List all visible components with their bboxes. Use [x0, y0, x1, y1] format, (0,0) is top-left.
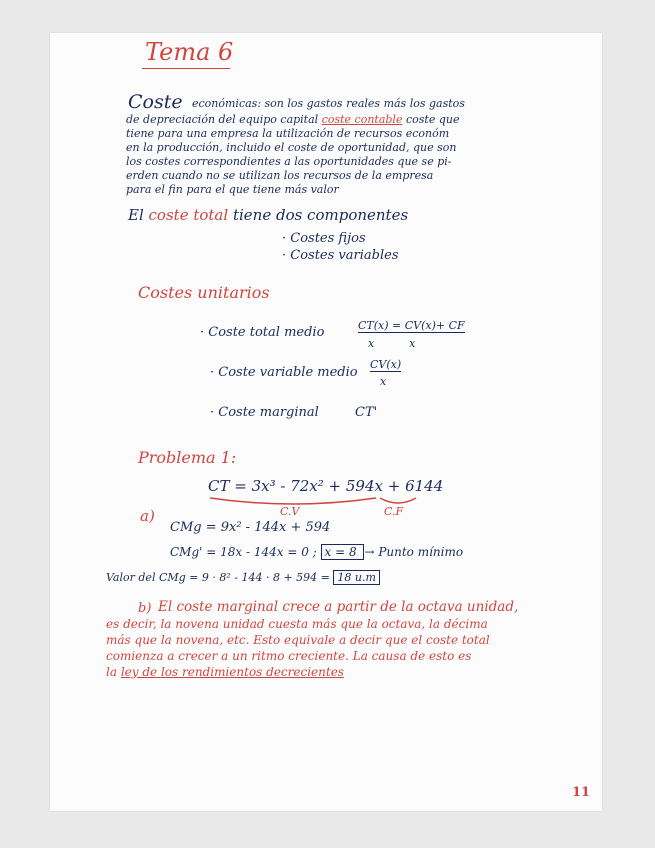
part-a-label: a) — [140, 507, 155, 525]
definition-line-3: tiene para una empresa la utilización de recursos económ — [126, 127, 450, 140]
cmg-derivative: CMg' = 18x - 144x = 0 ; x = 8 → Punto mínimo — [170, 545, 464, 559]
part-b-marker: b) — [138, 601, 152, 616]
valor-cmg: Valor del CMg = 9 · 8² - 144 · 8 + 594 = 18 u.m — [106, 571, 380, 584]
definition-term: Coste — [128, 91, 183, 113]
coste-contable: coste contable — [321, 113, 403, 126]
definition-line-1: económicas: son los gastos reales más los gastos — [192, 97, 465, 110]
title-underline — [142, 68, 230, 69]
problema-heading: Problema 1: — [138, 448, 237, 467]
coste-total-item-fijos: · Costes fijos — [282, 231, 366, 246]
cf-label: C.F — [384, 505, 404, 518]
unitarios-heading: Costes unitarios — [138, 283, 270, 302]
definition-line-4: en la producción, incluido el coste de oportunidad, que son — [126, 141, 457, 154]
unitario-variable-medio-label: · Coste variable medio — [210, 365, 358, 380]
valor-result-box: 18 u.m — [333, 570, 380, 585]
unitario-variable-medio-den: x — [380, 375, 387, 388]
unitario-total-medio-num: CT(x) = CV(x)+ CF — [358, 319, 465, 332]
definition-line-7: para el fin para el que tiene más valor — [126, 183, 339, 196]
coste-total-line: El coste total tiene dos componentes — [128, 206, 409, 224]
paragraph-line-3: más que la novena, etc. Esto equivale a decir que el coste total — [106, 633, 490, 647]
definition-line-6: erden cuando no se utilizan los recursos de la empresa — [126, 169, 434, 182]
unitario-total-medio-den: x x — [368, 337, 416, 350]
unitario-total-medio-label: · Coste total medio — [200, 325, 325, 340]
paragraph-line-1: El coste marginal crece a partir de la octava unidad, — [158, 599, 519, 615]
ley-rendimientos: ley de los rendimientos decrecientes — [120, 665, 344, 679]
cv-label: C.V — [280, 505, 300, 518]
definition-line-5: los costes correspondientes a las oportunidades que se pi- — [126, 155, 452, 168]
cmg-equation: CMg = 9x² - 144x + 594 — [170, 520, 331, 535]
cmg-result-box: x = 8 — [321, 544, 365, 560]
problema-equation: CT = 3x³ - 72x² + 594x + 6144 — [208, 477, 444, 495]
coste-total-item-variables: · Costes variables — [282, 248, 399, 263]
unitario-marginal-label: · Coste marginal — [210, 405, 319, 420]
paragraph-line-5: la ley de los rendimientos decrecientes — [106, 665, 344, 679]
notebook-page — [50, 33, 602, 811]
page-title: Tema 6 — [145, 38, 234, 66]
paragraph-line-2: es decir, la novena unidad cuesta más que la octava, la décima — [106, 617, 488, 631]
unitario-variable-medio-num: CV(x) — [370, 358, 402, 371]
definition-line-2: de depreciación del equipo capital coste contable coste que — [126, 113, 460, 126]
paragraph-line-4: comienza a crecer a un ritmo creciente. La causa de esto es — [106, 649, 472, 663]
unitario-marginal-formula: CT' — [355, 405, 378, 420]
page-number: 11 — [572, 785, 591, 800]
